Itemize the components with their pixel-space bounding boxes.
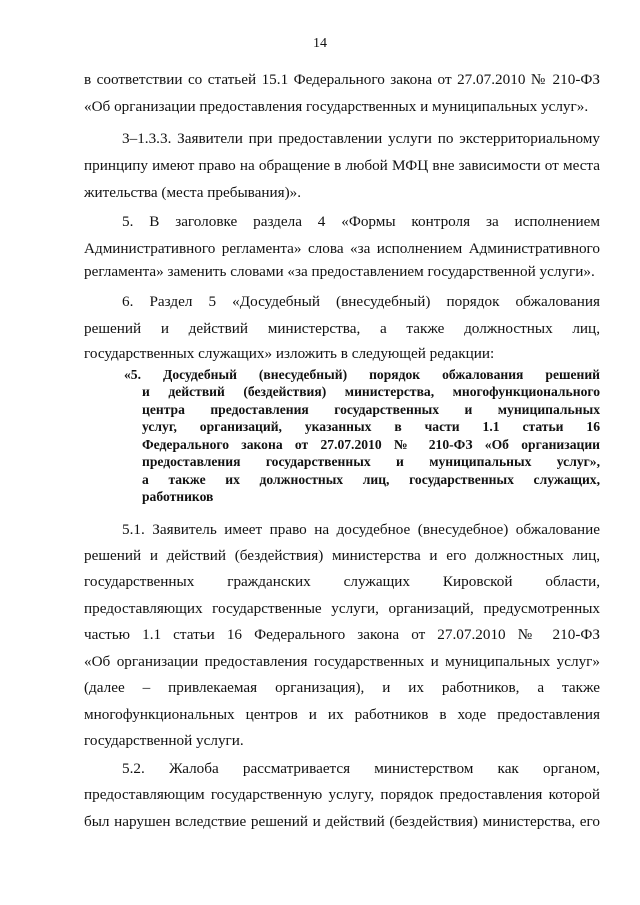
text-line: жительства (места пребывания)». — [84, 184, 302, 201]
text-line: решений и действий (бездействия) министерства и его должностных лиц, — [84, 547, 600, 564]
section-heading-line: и действий (бездействия) министерства, многофункционального — [142, 384, 600, 399]
section-heading-line: «5. Досудебный (внесудебный) порядок обжалования решений — [124, 367, 600, 382]
text-line: 5.2. Жалоба рассматривается министерством как органом, — [122, 760, 600, 777]
text-line: государственной услуги. — [84, 732, 244, 749]
text-line: 5.1. Заявитель имеет право на досудебное (внесудебное) обжалование — [122, 521, 600, 538]
text-line: 6. Раздел 5 «Досудебный (внесудебный) порядок обжалования — [122, 293, 600, 310]
text-line: 5. В заголовке раздела 4 «Формы контроля за исполнением — [122, 213, 600, 230]
text-line: регламента» заменить словами «за предоставлением государственной услуги». — [84, 263, 595, 280]
text-line: принципу имеют право на обращение в любой МФЦ вне зависимости от места — [84, 157, 600, 174]
text-line: «Об организации предоставления государственных и муниципальных услуг» — [84, 653, 600, 670]
page-number: 14 — [313, 36, 327, 51]
text-line: решений и действий министерства, а также должностных лиц, — [84, 320, 600, 337]
text-line: был нарушен вследствие решений и действий (бездействия) министерства, его — [84, 813, 600, 830]
text-line: государственных служащих» изложить в следующей редакции: — [84, 345, 495, 362]
text-line: 3–1.3.3. Заявители при предоставлении услуги по экстерриториальному — [122, 130, 600, 147]
section-heading-line: услуг, организаций, указанных в части 1.1 статьи 16 — [142, 419, 600, 434]
text-line: государственных гражданских служащих Кировской области, — [84, 573, 600, 590]
section-heading-line: предоставления государственных и муниципальных услуг», — [142, 454, 600, 469]
text-line: Административного регламента» слова «за исполнением Административного — [84, 240, 600, 257]
text-line: в соответствии со статьей 15.1 Федерального закона от 27.07.2010 № 210-ФЗ — [84, 71, 600, 88]
text-line: предоставляющих государственные услуги, организаций, предусмотренных — [84, 600, 600, 617]
text-line: частью 1.1 статьи 16 Федерального закона от 27.07.2010 № 210-ФЗ — [84, 626, 600, 643]
section-heading-line: Федерального закона от 27.07.2010 № 210-ФЗ «Об организации — [142, 437, 600, 452]
text-line: предоставляющим государственную услугу, порядок предоставления которой — [84, 786, 600, 803]
section-heading-line: центра предоставления государственных и муниципальных — [142, 402, 600, 417]
text-line: многофункциональных центров и их работников в ходе предоставления — [84, 706, 600, 723]
text-line: «Об организации предоставления государственных и муниципальных услуг». — [84, 98, 589, 115]
section-heading-line: работников — [142, 489, 214, 504]
text-line: (далее – привлекаемая организация), и их работников, а также — [84, 679, 600, 696]
section-heading-line: а также их должностных лиц, государственных служащих, — [142, 472, 600, 487]
